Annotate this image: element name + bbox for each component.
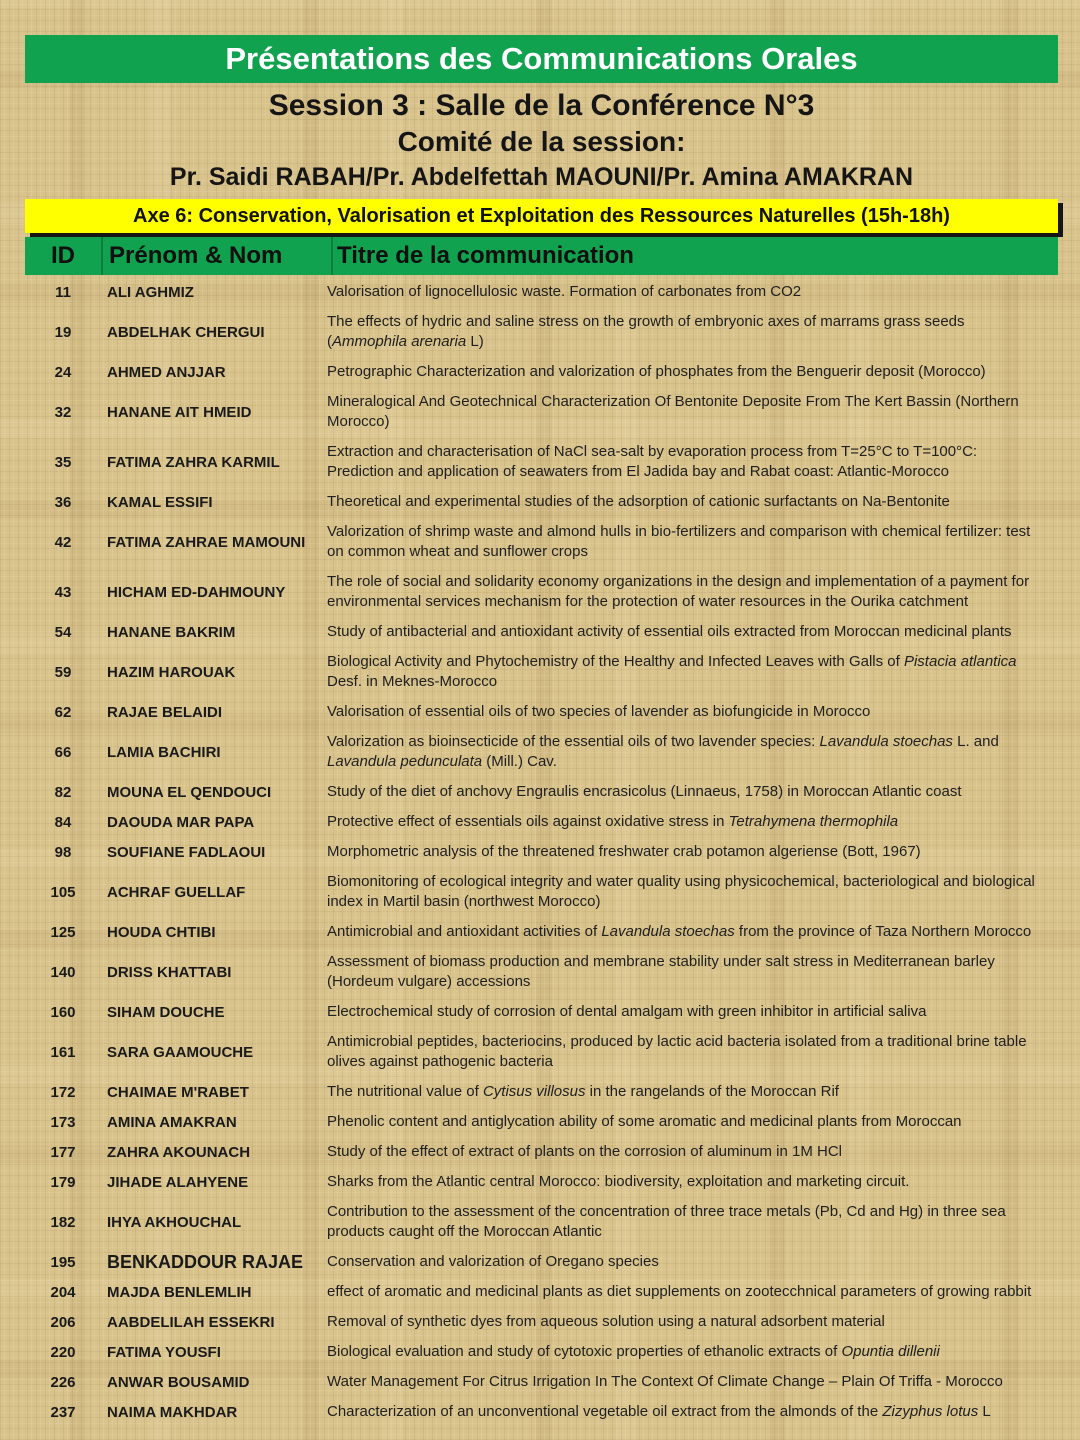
row-communication-title: Antimicrobial peptides, bacteriocins, produced by lactic acid bacteria isolated from a traditional brine table olives against pathogenic bacteria: [327, 1033, 1027, 1070]
committee-label: Comité de la session:: [397, 126, 686, 157]
row-communication-title: The role of social and solidarity economy organizations in the design and implementation of a payment for environmental services mechanism for the protection of water resources in the Ourika catchment: [327, 573, 1030, 610]
row-communication-title: Phenolic content and antiglycation ability of some aromatic and medicinal plants from Moroccan: [327, 1113, 962, 1130]
table-row: [25, 1197, 1058, 1247]
table-row: [25, 1137, 1058, 1167]
page-title: Présentations des Communications Orales: [25, 35, 1058, 83]
row-communication-title: Valorisation of essential oils of two species of lavender as biofungicide in Morocco: [327, 703, 871, 720]
table-row: [25, 617, 1058, 647]
row-communication-title: Removal of synthetic dyes from aqueous solution using a natural adsorbent material: [327, 1313, 885, 1330]
table-row: [25, 277, 1058, 307]
row-id: 32: [54, 403, 72, 421]
row-author-name: AMINA AMAKRAN: [107, 1113, 237, 1131]
row-author-name: SARA GAAMOUCHE: [107, 1043, 254, 1061]
row-communication-title: Assessment of biomass production and membrane stability under salt stress in Mediterranean barley (Hordeum vulgare) accessions: [327, 953, 995, 990]
table-row: [25, 1107, 1058, 1137]
row-communication-title: Study of antibacterial and antioxidant activity of essential oils extracted from Moroccan medicinal plants: [327, 623, 1012, 640]
table-row: [25, 917, 1058, 947]
column-header-title: Titre de la communication: [331, 237, 1058, 275]
row-communication-title: Biological evaluation and study of cytotoxic properties of ethanolic extracts of Opuntia dillenii: [327, 1343, 940, 1360]
row-author-name: ALI AGHMIZ: [107, 283, 194, 301]
row-author-name: NAIMA MAKHDAR: [107, 1403, 238, 1421]
row-author-name: JIHADE ALAHYENE: [107, 1173, 249, 1191]
row-communication-title: Contribution to the assessment of the concentration of three trace metals (Pb, Cd and Hg) in three sea products caught off the Moroccan Atlantic: [327, 1203, 1006, 1240]
row-communication-title: Protective effect of essentials oils against oxidative stress in Tetrahymena thermophila: [327, 813, 899, 830]
row-id: 24: [54, 363, 72, 381]
row-id: 98: [54, 843, 72, 861]
table-row: [25, 1027, 1058, 1077]
row-communication-title: The nutritional value of Cytisus villosus in the rangelands of the Moroccan Rif: [327, 1083, 839, 1100]
row-communication-title: Mineralogical And Geotechnical Characterization Of Bentonite Deposite From The Kert Bassin (Northern Morocco): [327, 393, 1019, 430]
row-id: 43: [54, 583, 72, 601]
table-row: [25, 517, 1058, 567]
table-row: [25, 867, 1058, 917]
row-communication-title: Petrographic Characterization and valorization of phosphates from the Benguerir deposit (Morocco): [327, 363, 986, 380]
row-id: 206: [50, 1313, 76, 1331]
row-communication-title: Sharks from the Atlantic central Morocco: biodiversity, exploitation and marketing circuit.: [327, 1173, 910, 1190]
row-communication-title: Conservation and valorization of Oregano species: [327, 1253, 659, 1270]
row-author-name: FATIMA YOUSFI: [107, 1343, 221, 1361]
row-communication-title: Characterization of an unconventional vegetable oil extract from the almonds of the Zizyphus lotus L: [327, 1403, 991, 1420]
column-header-id: ID: [51, 242, 75, 269]
row-id: 54: [54, 623, 72, 641]
row-author-name: AHMED ANJJAR: [107, 363, 226, 381]
table-header-row: [25, 237, 1058, 275]
table-row: [25, 487, 1058, 517]
row-id: 35: [54, 453, 72, 471]
row-communication-title: Valorization as bioinsecticide of the essential oils of two lavender species: Lavandula stoechas L. and Lavandula pedunculata (Mill.) Cav.: [327, 733, 999, 770]
row-author-name: FATIMA ZAHRA KARMIL: [107, 453, 280, 471]
row-communication-title: Valorisation of lignocellulosic waste. Formation of carbonates from CO2: [327, 283, 802, 300]
table-row: [25, 437, 1058, 487]
row-communication-title: Water Management For Citrus Irrigation In The Context Of Climate Change – Plain Of Triffa - Morocco: [327, 1373, 1003, 1390]
row-id: 84: [54, 813, 72, 831]
row-author-name: ABDELHAK CHERGUI: [107, 323, 265, 341]
row-author-name: CHAIMAE M'RABET: [107, 1083, 249, 1101]
row-id: 177: [50, 1143, 76, 1161]
row-author-name: HOUDA CHTIBI: [107, 923, 216, 941]
row-author-name: SIHAM DOUCHE: [107, 1003, 225, 1021]
row-author-name: AABDELILAH ESSEKRI: [107, 1313, 275, 1331]
row-id: 161: [50, 1043, 76, 1061]
table-row: [25, 1307, 1058, 1337]
row-communication-title: effect of aromatic and medicinal plants as diet supplements on zootecchnical parameters of growing rabbit: [327, 1283, 1032, 1300]
row-author-name: BENKADDOUR RAJAE: [107, 1251, 304, 1272]
row-author-name: RAJAE BELAIDI: [107, 703, 223, 721]
row-author-name: FATIMA ZAHRAE MAMOUNI: [107, 533, 306, 551]
row-id: 195: [50, 1253, 76, 1271]
table-row: [25, 1077, 1058, 1107]
row-id: 182: [50, 1213, 76, 1231]
row-communication-title: Antimicrobial and antioxidant activities of Lavandula stoechas from the province of Taza Northern Morocco: [327, 923, 1032, 940]
row-communication-title: Biological Activity and Phytochemistry of the Healthy and Infected Leaves with Galls of Pistacia atlantica Desf. in Meknes-Morocco: [327, 653, 1017, 690]
row-author-name: IHYA AKHOUCHAL: [107, 1213, 242, 1231]
row-id: 237: [50, 1403, 76, 1421]
table-row: [25, 567, 1058, 617]
row-author-name: LAMIA BACHIRI: [107, 743, 221, 761]
row-author-name: DAOUDA MAR PAPA: [107, 813, 255, 831]
row-author-name: HANANE BAKRIM: [107, 623, 236, 641]
table-row: [25, 697, 1058, 727]
row-id: 62: [54, 703, 72, 721]
row-communication-title: Electrochemical study of corrosion of dental amalgam with green inhibitor in artificial saliva: [327, 1003, 927, 1020]
row-author-name: MOUNA EL QENDOUCI: [107, 783, 272, 801]
table-row: [25, 727, 1058, 777]
row-author-name: DRISS KHATTABI: [107, 963, 232, 981]
row-communication-title: Valorization of shrimp waste and almond hulls in bio-fertilizers and comparison with chemical fertilizer: test on common wheat and sunflower crops: [327, 523, 1031, 560]
row-communication-title: Morphometric analysis of the threatened freshwater crab potamon algeriense (Bott, 1967): [327, 843, 921, 860]
row-id: 172: [50, 1083, 76, 1101]
table-row: [25, 1397, 1058, 1427]
row-id: 66: [54, 743, 72, 761]
row-communication-title: The effects of hydric and saline stress on the growth of embryonic axes of marrams grass seeds (Ammophila arenaria L): [327, 313, 965, 350]
table-row: [25, 1277, 1058, 1307]
row-id: 125: [50, 923, 76, 941]
row-id: 160: [50, 1003, 76, 1021]
table-row: [25, 1247, 1058, 1277]
table-row: [25, 947, 1058, 997]
row-communication-title: Study of the effect of extract of plants on the corrosion of aluminum in 1M HCl: [327, 1143, 842, 1160]
row-id: 36: [54, 493, 72, 511]
table-row: [25, 357, 1058, 387]
row-id: 173: [50, 1113, 76, 1131]
row-author-name: HANANE AIT HMEID: [107, 403, 252, 421]
row-id: 140: [50, 963, 76, 981]
committee-members: Pr. Saidi RABAH/Pr. Abdelfettah MAOUNI/Pr. Amina AMAKRAN: [169, 163, 914, 191]
column-header-name: Prénom & Nom: [101, 237, 331, 275]
row-id: 220: [50, 1343, 76, 1361]
row-author-name: ACHRAF GUELLAF: [107, 883, 246, 901]
table-row: [25, 387, 1058, 437]
row-author-name: MAJDA BENLEMLIH: [107, 1283, 252, 1301]
row-id: 105: [50, 883, 76, 901]
table-row: [25, 647, 1058, 697]
row-communication-title: Study of the diet of anchovy Engraulis encrasicolus (Linnaeus, 1758) in Moroccan Atlantic coast: [327, 783, 962, 800]
table-row: [25, 807, 1058, 837]
row-author-name: KAMAL ESSIFI: [107, 493, 213, 511]
row-id: 11: [55, 283, 71, 301]
row-id: 59: [54, 663, 72, 681]
row-id: 82: [54, 783, 72, 801]
row-communication-title: Theoretical and experimental studies of the adsorption of cationic surfactants on Na-Bentonite: [327, 493, 950, 510]
row-id: 179: [50, 1173, 76, 1191]
row-communication-title: Extraction and characterisation of NaCl sea-salt by evaporation process from T=25°C to T=100°C: Prediction and application of seawaters from El Jadida bay and Rabat coast: Atlantic-Morocco: [327, 443, 978, 480]
slide-content: [25, 35, 1058, 1427]
row-author-name: HAZIM HAROUAK: [107, 663, 236, 681]
row-id: 226: [50, 1373, 76, 1391]
row-id: 204: [50, 1283, 76, 1301]
table-row: [25, 997, 1058, 1027]
row-author-name: ZAHRA AKOUNACH: [107, 1143, 251, 1161]
table-row: [25, 1167, 1058, 1197]
row-author-name: HICHAM ED-DAHMOUNY: [107, 583, 286, 601]
row-id: 19: [54, 323, 72, 341]
table-row: [25, 777, 1058, 807]
table-row: [25, 837, 1058, 867]
table-row: [25, 307, 1058, 357]
table-body: [25, 277, 1058, 1427]
table-row: [25, 1367, 1058, 1397]
row-communication-title: Biomonitoring of ecological integrity and water quality using physicochemical, bacteriological and biological index in Martil basin (northwest Morocco): [327, 873, 1035, 910]
session-heading: Session 3 : Salle de la Conférence N°3: [268, 89, 815, 122]
row-author-name: SOUFIANE FADLAOUI: [107, 843, 266, 861]
row-id: 42: [54, 533, 72, 551]
table-row: [25, 1337, 1058, 1367]
row-author-name: ANWAR BOUSAMID: [107, 1373, 250, 1391]
axe-banner: Axe 6: Conservation, Valorisation et Exploitation des Ressources Naturelles (15h-18h): [25, 199, 1058, 233]
